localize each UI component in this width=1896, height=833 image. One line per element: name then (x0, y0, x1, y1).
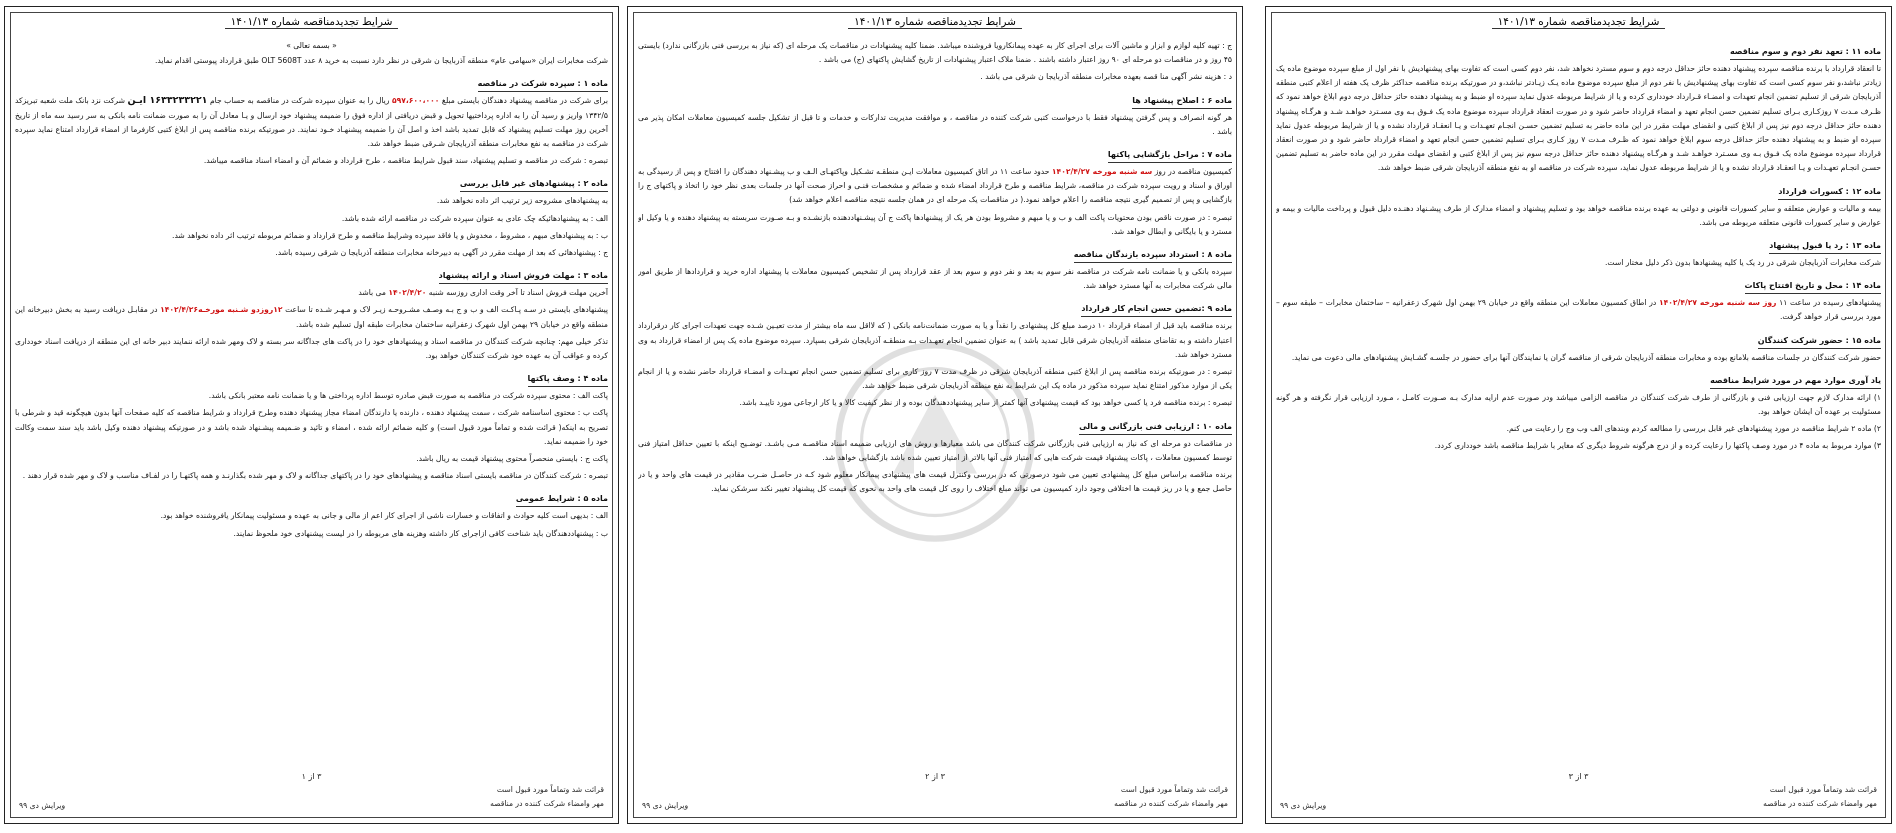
s14-text-b: در اطاق کمسیون معاملات این منطقه واقع در خیابان ۲۹ بهمن اول شهرک زعفرانیه – ساختمان مخابرات – طبقه سوم – مورد بررسی قرار خواهد گرفت. (1276, 298, 1881, 322)
document-page-2 (627, 6, 1243, 824)
opening-date: سه شنبه مورخه ۱۴۰۲/۴/۲۷ (1051, 167, 1153, 177)
section-15-title: ماده ۱۵ : حضور شرکت کنندگان (1758, 334, 1881, 349)
section-10-paragraph-1: در مناقصات دو مرحله ای که نیاز به ارزیابی فنی بازرگانی شرکت کنندگان می باشد معیارها و روش های ارزیابی ضمیمه اسناد مناقصـه مـی باشـد. توضـیح اینکه با تعیین حداقل امتیاز فنی توسط کمسیون معاملات ، پاکات پیشنهاد قیمت شرکت هایی که امتیاز فنی آنها بالاتر از امتیاز تعیین شده باشد بازگشایی خواهد شد. (638, 438, 1232, 462)
acceptance-line: قرائت شد وتماماً مورد قبول است (1120, 785, 1228, 794)
section-6-paragraph: هر گونه انصراف و پس گرفتن پیشنهاد فقط با درخواست کتبی شرکت کننده در مناقصه ، و موافقت مدیریت تدارکات و خدمات و تا قبل از تشکیل جلسه کمیسیون معاملات امکان پذیر می باشد . (638, 112, 1232, 136)
section-4-note: تبصره : شرکت کنندگان در مناقصه بایستی اسناد مناقصه و پیشنهادهای خود را در پاکتهای جداگانه و لاک و مهر شده بگذارنـد و همه پاکتهـا را در لفـاف مناسب و لاک و مهر شده قرار دهند . (22, 471, 608, 481)
section-2-title: ماده ۲ : پیشنهادهای غیر قابل بررسی (460, 177, 608, 192)
header-title: شرایط تجدیدمناقصه شماره ۱۴۰۱/۱۳ (1492, 16, 1666, 29)
edition-label: ویرایش دی ۹۹ (642, 801, 689, 810)
section-4-title: ماده ۴ : وصف پاکتها (528, 372, 608, 387)
section-2-item-a: الف : به پیشنهادهائیکه چک عادی به عنوان سپرده شرکت در مناقصه ارائه شده باشد. (341, 213, 608, 223)
stamp-signature-line: مهر وامضاء شرکت کننده در مناقصه (490, 799, 604, 808)
section-12-title: ماده ۱۲ : کسورات قرارداد (1778, 185, 1881, 200)
general-item-c: ج : تهیه کلیه لوازم و ابزار و ماشین آلات برای اجرای کار به عهده پیمانکارویا فروشنده میباشد. ضمنا کلیه پیشنهادات در مناقصات یک مرحله ای (که نیاز به بررسی فنی بازرگانی ندارد) بایستی ۴۵ روز و در مناقصات دو مرحله ای ۹۰ روز اعتبار داشته باشند . ضمنا ملاک اعتبار پیشنهادات از تاریخ گشایش پاکتهای (ج) می باشد . (638, 41, 1232, 65)
stamp-signature-line: مهر وامضاء شرکت کننده در مناقصه (1763, 799, 1877, 808)
section-14-title: ماده ۱۴ : محل و تاریخ افتتاح پاکات (1745, 279, 1881, 294)
reminders-title: یاد آوری موارد مهم در مورد شرایط مناقصه (1710, 374, 1881, 389)
s1-text-a: برای شرکت در مناقصه پیشنهاد دهندگان بایستی مبلغ (441, 96, 608, 106)
section-1-title: ماده ۱ : سپرده شرکت در مناقصه (478, 77, 608, 92)
section-3-warning: تذکر خیلی مهم: چنانچه شرکت کنندگان در مناقصه اسناد و پیشنهادهای خود را در پاکت های جداگانه سر بسته و لاک ومهر شده ارائه ننمایند دبیر خانه ای این منطقه از دریافت اسناد خودداری کرده و عواقب آن به عهده خود شرکت کنندگان خواهد بود. (15, 336, 608, 361)
s3-text-a: آخرین مهلت فروش اسناد تا آخر وقت اداری روزسه شنبه (428, 288, 608, 298)
edition-label: ویرایش دی ۹۹ (1280, 801, 1327, 810)
s14-text-a: پیشنهادهای رسیده در ساعت ۱۱ (1779, 298, 1881, 308)
section-14-paragraph (1276, 296, 1881, 324)
page-body (1276, 39, 1881, 763)
section-10-title: ماده ۱۰ : ارزیابی فنی بازرگانی و مالی (1079, 420, 1232, 435)
section-3-deadline (15, 286, 608, 300)
stamp-signature-line: مهر وامضاء شرکت کننده در مناقصه (1114, 799, 1228, 808)
section-7-note: تبصره : در صورت ناقص بودن محتویات پاکت الف و ب و یا مبهم و مشروط بودن هر یک از پیشنهادها پاکت ج آن پیشـنهاددهنده بازنشـده و بـه صـورت سربسته به پیشنهاد دهنده و یا وکیل او مسترد و یا بایگانی و ابطال خواهد شد. (638, 212, 1232, 236)
section-10-paragraph-2: برنده مناقصه براساس مبلغ کل پیشنهادی تعیین می شود درصورتی که در بررسی وکنترل قیمت های پیشنهادی پیمانکار معلوم شود کـه در حاصـل ضـرب مقادیر در قیمت های واحد و یا در حاصل جمع و یا در ریز قیمت ها اختلافی وجود دارد کمیسیون می تواند مبلغ اختلاف را روی کل قیمت های واحد به نحوی که قیمت کل پیشنهاد تغییر نکند سرشکن نماید. (638, 470, 1232, 494)
section-11-title: ماده ۱۱ : تعهد نفر دوم و سوم مناقصه (1730, 45, 1881, 60)
s7-text-a: کمیسیون مناقصه در روز (1154, 167, 1232, 177)
opening-date: روز سه شنبه مورخه ۱۴۰۲/۴/۲۷ (1659, 298, 1777, 308)
section-3-submission (15, 303, 608, 331)
s1-text-b: ریال را به عنوان سپرده شرکت در مناقصه به حساب جام (209, 96, 390, 106)
section-7-paragraph (638, 165, 1232, 208)
edition-label: ویرایش دی ۹۹ (19, 801, 66, 810)
sale-deadline-date: ۱۴۰۲/۴/۲۰ (388, 288, 427, 298)
signature-block (1114, 783, 1228, 811)
bismillah: « بسمه تعالی » (286, 41, 337, 50)
signature-block (1763, 783, 1877, 811)
header-title: شرایط تجدیدمناقصه شماره ۱۴۰۱/۱۳ (225, 16, 399, 29)
header-title: شرایط تجدیدمناقصه شماره ۱۴۰۱/۱۳ (848, 16, 1022, 29)
section-12-paragraph: بیمه و مالیات و عوارض متعلقه و سایر کسورات قانونی و دولتی به عهده برنده مناقصه خواهد بود و تسلیم پیشنهاد و امضاء مدارک از طرف پیشـنهاد دهنـده دلیل قبول و پرداخت مالیات و بیمه و عوارض و سایر کسورات قانونی متعلقه مربوطه می باشد. (1276, 203, 1881, 227)
acceptance-line: قرائت شد وتماماً مورد قبول است (496, 785, 604, 794)
s7-text-b: حدود ساعت ۱۱ در اتاق کمیسیون معاملات ایـن منطقـه تشـکیل وپاکتهـای الـف و ب پیشـنهاد دهندگان را افتتاح و پس از رسیدگی به اوراق و اسناد و رویت سپرده شرکت در مناقصه، شرایط مناقصه و طرح قرارداد امضاء شده و ضمائم و مشخصات فنـی و احراز صحت آنها در جلسات بعدی نظر خود را اتخاذ و پاکتهای ج را بازگشایی و پس از تصمیم گیری نتیجه مناقصه را اعلام خواهد نمود.( در مناقصات یک مرحله ای در همان جلسه نتیجه مناقصه اعلام خواهد شد) (638, 167, 1232, 205)
document-page-1 (4, 6, 619, 824)
section-8-title: ماده ۸ : استرداد سپرده بازندگان مناقصه (1074, 248, 1232, 263)
s3-text-b: می باشد (358, 288, 386, 298)
general-item-d: د : هزینه نشر آگهی منا قصه بعهده مخابرات منطقه آذربایجا ن شرقی می باشد . (980, 72, 1232, 82)
page-number: ۳ از ۲ (925, 772, 945, 781)
account-number: ۱۶۳۳۲۳۳۲۲۱ ایـن (127, 95, 208, 107)
section-4-envelope-a: پاکت الف : محتوی سپرده شرکت در مناقصه به صورت قبض صادره توسط اداره پرداختی ها و یا ضمانت نامه معتبر بانکی باشد. (208, 391, 608, 401)
section-1-note: تبصره : شرکت در مناقصه و تسلیم پیشنهاد، سند قبول شرایط مناقصه ، طرح قرارداد و ضمائم آن و امضاء اسناد مناقصه میباشد. (203, 156, 608, 166)
section-4-envelope-c: پاکت ج : بایستی منحصراً محتوی پیشنهاد قیمت به ریال باشد. (416, 454, 608, 464)
section-9-paragraph: برنده مناقصه باید قبل از امضاء قرارداد ۱۰ درصد مبلغ کل پیشنهادی را نقداً و یا به صورت ضمانت‌نامه بانکی ( که لااقل سه ماه بیشتر از مدت تعیـین شـده جهت تعهدات اجرای کار درقرارداد اعتبار داشته و به تقاضای منطقه آذربایجان شرقی قابل تمدید باشد ) به عنوان تضمین انجام تعهـدات بـه منطقـه آذربایجان شرقی بسپارد. سپرده موضوع ماده یک پس از امضاء قرارداد به وی مسترد خواهد شد. (638, 321, 1232, 359)
section-5-item-b: ب : پیشنهاددهندگان باید شناخت کافی ازاجرای کار داشته وهزینه های مربوطه را در لیست پیشنهادی خود ملحوظ نمایند. (233, 528, 608, 538)
section-13-title: ماده ۱۳ : رد یا قبول پیشنهاد (1769, 239, 1881, 254)
acceptance-line: قرائت شد وتماماً مورد قبول است (1769, 785, 1877, 794)
section-9-note-2: تبصره : برنده مناقصه فرد یا کسی خواهد بود که قیمت پیشنهادی آنها کمتر از سایر پیشنهاددهندگان بوده و از نظر کیفیت کالا و یا کار ارجاعی مورد تاییـد باشد. (739, 398, 1232, 408)
section-11-paragraph: تا انعقاد قرارداد با برنده مناقصه سپرده پیشنهاد دهنده حائز حداقل درجه دوم و سوم مسترد نخواهد شد، نفر دوم کسی است که تفاوت بهای پیشنهادیش با نفر اول از مبلغ سپرده موضوع ماده یک زیادتر نباشد،و نفر سوم کسی است که تفاوت بهای پیشنهادیش با نفر دوم از مبلغ سپرده موضوع ماده یـک زیـادتر نباشد،و در صورتیکه برنده مناقصه حداکثر ظرف یک هفته از اعلام کتبی منطقه آذربایجان شرقی از تسلیم تضمین انجام تعهدات و امضـاء قـرارداد خودداری کرده و یا از شرایط مربوطه عدول نماید سپرده او ضبط و به پیشنهاد دهنده حائز حداقل درجه دوم ابلاغ خواهد نمود که ظـرف مـدت ۷ روزکـاری بـرای تسلیم تضمین حسن انجام تعهد و امضاء قرارداد حاضر شود و در صورت انعقاد قرارداد سپرده موضوع ماده یک فـوق بـه وی مسـترد خواهـد شـد و هرگـاه پیشنهاد دهنده حائز حداقل درجه دوم نیز پس از ابلاغ کتبی و انقضای مهلت مقرر در این ماده حاضر به تسلیم تضمین حسـن انجـام تعهـدات و یـا انعقـاد قرارداد نشده و یا از شرایط مربوطه عدول نماید سپرده او ضبط و به پیشنهاد دهنده حائز حداقل درجه سوم ابلاغ خواهد نمود که ظـرف مـدت ۷ روز کـاری بـرای تسلیم تضمین حسن انجام تعهد و امضاء قرارداد حاضر شود و در صورت انعقاد قرارداد سپرده موضوع ماده یک فـوق بـه وی مسـترد خواهـد شـد و هرگـاه پیشنهاد دهنده حائز حداقل درجه سوم نیز پس از ابلاغ کتبی و انقضای مهلت مقرر در این ماده حاضر به تسلیم تضمین حسـن انجـام تعهـدات و یـا انعقـاد قرارداد نشده و یا از شرایط مربوطه عدول نماید، سپرده شرکت در مناقصه او به نفع منطقه آذربایجان شرقی ضبط خواهد شد. (1276, 64, 1881, 173)
page-body (15, 39, 608, 763)
submission-deadline-date: ۱۲روزدو شـنبه مورخـه۱۴۰۲/۴/۲۶ (160, 305, 283, 315)
section-2-item-c: ج : پیشنهادهائی که بعد از مهلت مقرر در آگهی به دبیرخانه مخابرات منطقه آذربایجا ن شرقی رسیده باشد. (275, 248, 608, 258)
section-5-item-a: الف : بدیهی است کلیه حوادث و اتفاقات و خسارات ناشی از اجرای کار اعم از مالی و جانی به عهده و مسئولیت پیمانکار یافروشنده خواهد بود. (160, 511, 608, 521)
reminder-2: ۲) ماده ۲ شرایط مناقصه در مورد پیشنهادهای غیر قابل بررسی را مطالعه کردم وبندهای الف وب وج را رعایت می کنم. (1506, 424, 1881, 434)
section-13-paragraph: شرکت مخابرات آذربایجان شرقی در رد یک یا کلیه پیشنهادها بدون ذکر دلیل مختار است. (1604, 258, 1881, 268)
section-9-title: ماده ۹ :تضمین حسن انجام کار قرارداد (1081, 302, 1232, 317)
section-1-paragraph (15, 94, 608, 151)
section-4-envelope-b: پاکت ب : محتوی اساسنامه شرکت ، سمت پیشنهاد دهنده ، دارنده یا دارندگان امضاء مجاز پیشنهاد دهنده وطرح قرارداد و شرایط مناقصه که کلیه صفحات آنها بدون هیچگونه قید و شرطی با تصریح به اینکه( قرائت شده و تماماً مورد قبول است) و کلیه ضمائم ارائه شده ، امضاء و تائید و ضـمیمه پیشـنهاد شده باشد و در صورتیکه پیشنهاد دهنده وکیل باشد باید سند سمت وکالت خود را ضمیمه نماید. (15, 408, 608, 446)
page-number: ۳ از ۱ (301, 772, 322, 781)
page-number: ۳ از ۳ (1568, 772, 1589, 781)
section-6-title: ماده ۶ : اصلاح پیشنهاد ها (1132, 94, 1232, 109)
reminder-3: ۳) موارد مربوط به ماده ۴ در مورد وصف پاکتها را رعایت کرده و از درج هرگونه شروط دیگری که مغایر با شرایط مناقصه باشد خودداری کردد. (1434, 441, 1881, 451)
section-2-item-b: ب : به پیشنهادهای مبهم ، مشروط ، مخدوش و یا فاقد سپرده وشرایط مناقصه و طرح قرارداد و ضمائم مربوطه ترتیب اثر داده نخواهد شد. (172, 230, 608, 240)
intro-text: شرکت مخابرات ایران «سهامی عام» منطقه آذربایجا ن شرقی در نظر دارد نسبت به خرید ۸ عدد OLT 5608T طبق قرارداد پیوستی اقدام نماید. (154, 56, 608, 66)
section-2-intro: به پیشنهادهای مشروحه زیر ترتیب اثر داده نخواهد شد. (436, 196, 608, 206)
section-9-note-1: تبصره : در صورتیکه برنده مناقصه پس از ابلاغ کتبی منطقه آذربایجان شرقی در ظرف مدت ۷ روز کاری برای تسلیم تضمین حسن انجام تعهـدات و امضـاء قرارداد حاضر نشده و یا از انجام یکی از موارد مذکور امتناع نماید سپرده مذکور در ماده یک این شرایط به نفع منطقه آذربایجان شرقی ضبط خواهد شد. (638, 367, 1232, 391)
deposit-amount: ۵۹۷،۶۰۰،۰۰۰ (391, 96, 440, 106)
s3-text-c: پیشنهادهای بایستی در سـه پـاکـت الف و ب و ج بـه وصـف مشـروحـه زیـر لاک و مـهـر شـده تا ساعت (285, 305, 608, 315)
section-7-title: ماده ۷ : مراحل بازگشایی پاکتها (1108, 148, 1232, 163)
reminder-1: ۱) ارائه مدارک لازم جهت ارزیابی فنی و بازرگانی از طرف شرکت کنندگان در مناقصه الزامی میباشد ودر صورت عدم ارایه مدارک بـه صـورت کامـل ، مـورد ارزیابی قرار نگرفته و هر گونه مسئولیت بر عهده آن ایشان خواهد بود. (1276, 392, 1881, 417)
page-body (638, 39, 1232, 763)
signature-block (490, 783, 604, 811)
s3-text-d: در مقابـل دریافت رسید به بخش دبیرخانه این منطقه واقع در خیابان ۲۹ بهمن اول شهرک زعفرانیه ساختمان مخابرات طبقه اول تسلیم شده باشد. (15, 305, 608, 329)
document-page-3 (1265, 6, 1892, 824)
section-8-paragraph: سپرده بانکی و یا ضمانت نامه شرکت در مناقصه نفر سوم به بعد و نفر دوم و سوم بعد از عقد قرارداد پس از تشخیص کمیسیون معاملات با پیشنهاد اداره خرید و قراردادها از طریق امور مالی شرکت مخابرات به آنها مسترد خواهد شد. (638, 267, 1232, 291)
section-3-title: ماده ۳ : مهلت فروش اسناد و ارائه پیشنهاد (439, 269, 608, 284)
section-15-paragraph: حضور شرکت کنندگان در جلسات مناقصه بلامانع بوده و مخابرات منطقه آذربایجان شرقی از مناقصه گران یا نمایندگان آنها برای حضور در جلسـه گشـایش پیشنهادهای مالی دعوت می نماید. (1291, 352, 1881, 362)
section-5-title: ماده ۵ : شرایط عمومی (516, 492, 608, 507)
s1-text-c: شرکت نزد بانک ملت شعبه تبریزکد ۱۳۴۲/۵ واریز و رسید آن را به اداره پرداختیها تحویل و قبض دریافتی از اداره فوق را ضمیمه پیشنهاد خود ارسال و یـا معادل آن را به صورت ضمانت نامه بانکی به سر رسید سه ماه از تاریخ آخرین روز مهلت تسلیم پیشنهاد که قابل تمدید باشد اخذ و اصل آن را ضمیمه پیشنهـاد خـود نمایند. در صورتیکه برنده مناقصه پس از ابلاغ کتبی کارفرما از امضاء قرارداد امتناع نماید سپرده شرکت در مناقصه به نفع مخابرات منطقه آذربایجان شـرقی ضبط خواهد شد. (15, 96, 608, 149)
